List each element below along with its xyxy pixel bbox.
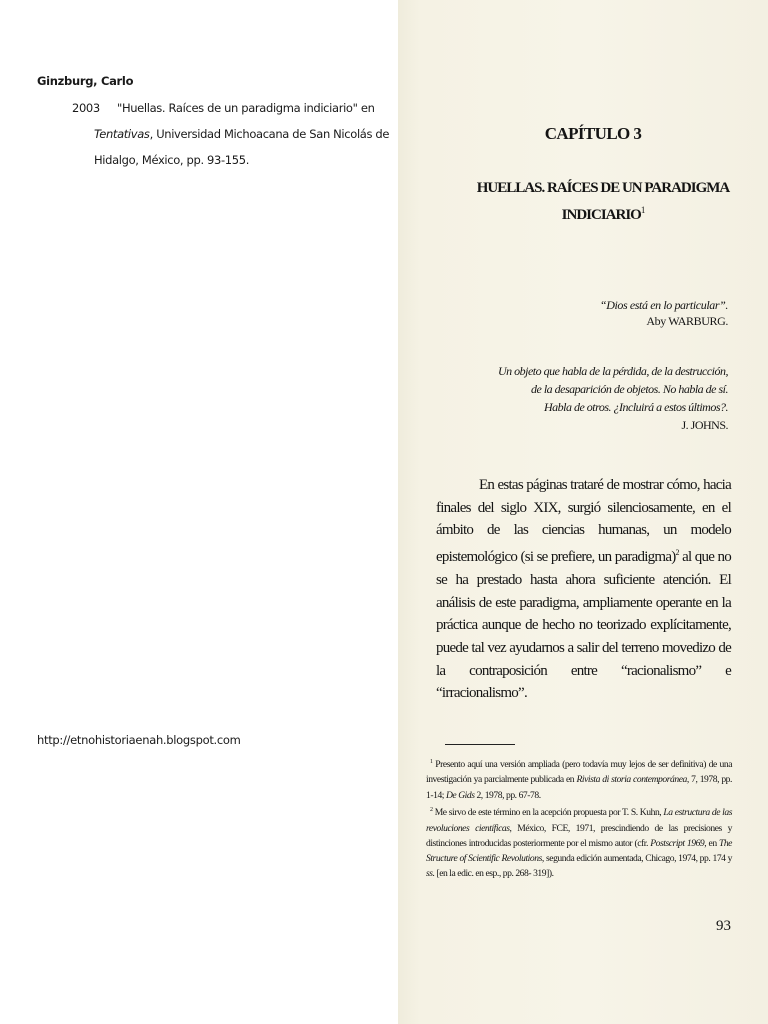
footnote-2 bbox=[426, 803, 732, 882]
footnote-1-text: 2, 1978, pp. 67-78. bbox=[474, 789, 541, 801]
footnote-2-number: 2 bbox=[430, 807, 433, 814]
footnote-1-journal: De Gids bbox=[445, 789, 475, 801]
body-footnote-ref: 2 bbox=[675, 548, 679, 558]
body-text-part2: al que no se ha prestado hasta ahora suficiente atención. El análisis de este paradigma, ampliamente operante en la práctica aunque de hecho no teorizado explícitamente, puede tal vez ayudarnos a salir del terreno movedizo de la contraposición entre “racionalismo” e “irracionalismo”. bbox=[436, 549, 731, 702]
chapter-title-line1: HUELLAS. RAÍCES DE UN PARADIGMA bbox=[476, 180, 730, 196]
footnote-1-journal: Rivista di storia contemporánea bbox=[576, 774, 687, 786]
footnote-2-text: , segunda edición aumentada, Chicago, 1974, pp. 174 y bbox=[541, 853, 733, 865]
citation-institution: , Universidad Michoacana de San Nicolás de bbox=[149, 127, 390, 141]
footnote-2-abbrev: ss. bbox=[426, 868, 435, 880]
citation-place-pages: Hidalgo, México, pp. 93-155. bbox=[94, 153, 249, 167]
citation-year: 2003 bbox=[72, 101, 100, 115]
epigraph-johns-line3: Habla de otros. ¿Incluirá a estos últimos?. bbox=[543, 400, 728, 414]
footnote-divider bbox=[445, 744, 515, 745]
footnotes bbox=[426, 755, 732, 882]
epigraph-warburg-author: Aby WARBURG. bbox=[646, 314, 728, 328]
citation-title: "Huellas. Raíces de un paradigma indiciario" en bbox=[117, 101, 375, 115]
citation-book-title: Tentativas bbox=[94, 127, 150, 141]
epigraph-warburg-quote: “Dios está en lo particular”. bbox=[599, 298, 728, 312]
footnote-2-book-title: Postscript 1969 bbox=[650, 837, 705, 849]
citation-publisher bbox=[94, 127, 389, 141]
chapter-title-line2: INDICIARIO bbox=[561, 207, 641, 223]
footnote-1-text: Presento aquí una versión ampliada (pero todavía muy lejos de ser definitiva) de una investigación ya parcialmente publicada en bbox=[426, 759, 732, 786]
epigraph-johns-line1: Un objeto que habla de la pérdida, de la destrucción, bbox=[497, 364, 728, 378]
body-text-part1: En estas páginas trataré de mostrar cómo, hacia finales del siglo XIX, surgió silenciosamente, en el ámbito de las ciencias humanas, un modelo epistemológico (si se prefiere, un paradigma) bbox=[436, 477, 731, 566]
epigraph-johns-author: J. JOHNS. bbox=[681, 418, 728, 432]
footnote-1 bbox=[426, 755, 732, 803]
scanned-book-page bbox=[398, 0, 768, 1024]
body-paragraph bbox=[436, 474, 731, 705]
footnote-2-text: Me sirvo de este término en la acepción propuesta por T. S. Kuhn, bbox=[432, 807, 664, 819]
epigraph-warburg bbox=[600, 297, 728, 329]
epigraph-johns bbox=[428, 362, 728, 434]
page-number: 93 bbox=[716, 918, 731, 934]
footnote-2-text: , México, FCE, 1971, prescindiendo de las precisiones y distinciones introducidas posteriormente por el mismo autor (cfr. bbox=[426, 822, 732, 849]
footnote-2-text: [en la edic. en esp., pp. 268- 319]). bbox=[434, 868, 554, 880]
footnote-1-number: 1 bbox=[430, 759, 433, 765]
chapter-title-footnote-ref: 1 bbox=[640, 205, 645, 215]
citation-author: Ginzburg, Carlo bbox=[37, 74, 134, 88]
epigraph-johns-line2: de la desaparición de objetos. No habla de sí. bbox=[531, 382, 728, 396]
footnote-2-book-title: The Structure of Scientific Revolutions bbox=[426, 837, 732, 865]
footnote-2-text: , en bbox=[704, 837, 719, 849]
chapter-label: CAPÍTULO 3 bbox=[544, 124, 642, 143]
footnote-1-text: , 7, 1978, pp. 1-14; bbox=[426, 774, 732, 801]
chapter-title bbox=[458, 177, 748, 226]
footnote-2-book-title: La estructura de las revoluciones científicas bbox=[426, 807, 732, 834]
blog-url-link[interactable]: http://etnohistoriaenah.blogspot.com bbox=[37, 733, 241, 747]
